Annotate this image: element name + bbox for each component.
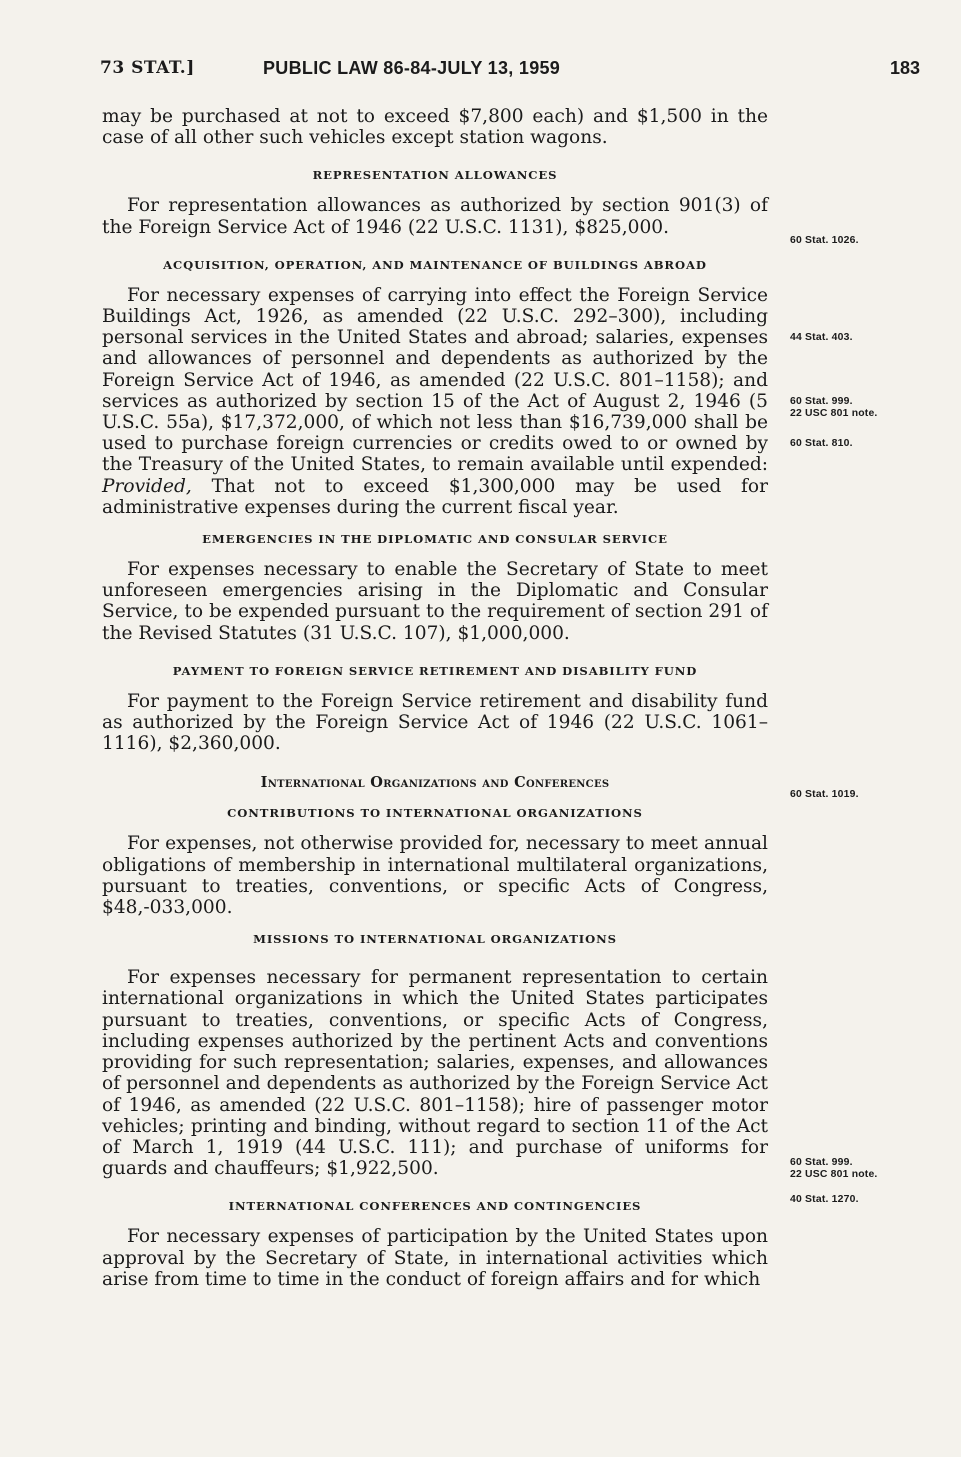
margin-note: 60 Stat. 1026.: [790, 235, 859, 246]
section-heading-retirement: PAYMENT TO FOREIGN SERVICE RETIREMENT AND DISABILITY FUND: [172, 663, 698, 678]
margin-note: 44 Stat. 403.: [790, 332, 853, 343]
paragraph-emergencies: For expenses necessary to enable the Secretary of State to meet unforeseen emergencies arising in the Diplomatic and Consular Service, to be expended pursuant to the requirement of section 291 of the Revised Statutes (31 U.S.C. 107), $1,000,000.: [102, 559, 768, 644]
section-heading-missions: MISSIONS TO INTERNATIONAL ORGANIZATIONS: [253, 932, 617, 947]
section-heading-conferences: INTERNATIONAL CONFERENCES AND CONTINGENCIES: [228, 1199, 642, 1214]
margin-note: 40 Stat. 1270.: [790, 1194, 859, 1205]
buildings-text-main: For necessary expenses of carrying into effect the Foreign Service Buildings Act, 1926, as amended (22 U.S.C. 292–300), including personal services in the United States and abroad; salaries, expenses and allowances of personnel and dependents as authorized by the Foreign Service Act of 1946, as amended (22 U.S.C. 801–1158); and services as authorized by section 15 of the Act of August 2, 1946 (5 U.S.C. 55a), $17,372,000, of which not less than $16,739,000 shall be used to purchase foreign currencies or credits owed to or owned by the Treasury of the United States, to remain available until expended:: [102, 284, 768, 476]
intro-paragraph: may be purchased at not to exceed $7,800 each) and $1,500 in the case of all other such vehicles except station wagons.: [102, 106, 768, 149]
margin-note-line: 22 USC 801 note.: [790, 407, 878, 419]
paragraph-contributions: For expenses, not otherwise provided for, necessary to meet annual obligations of membership in international multilateral organizations, pursuant to treaties, conventions, or specific Acts of Congress, $48,-033,000.: [102, 833, 768, 919]
page-header: [100, 58, 920, 82]
section-heading-representation: REPRESENTATION ALLOWANCES: [312, 168, 558, 183]
margin-note: [790, 1157, 878, 1180]
statute-volume: 73 STAT.]: [100, 58, 195, 78]
margin-note: 60 Stat. 810.: [790, 438, 853, 449]
buildings-text-proviso: That not to exceed $1,300,000 may be used for administrative expenses during the current fiscal year.: [102, 475, 768, 518]
margin-note-line: 60 Stat. 999.: [790, 396, 853, 407]
paragraph-retirement: For payment to the Foreign Service retirement and disability fund as authorized by the Foreign Service Act of 1946 (22 U.S.C. 1061–1116), $2,360,000.: [102, 690, 768, 755]
paragraph-representation: For representation allowances as authorized by section 901(3) of the Foreign Service Act of 1946 (22 U.S.C. 1131), $825,000.: [102, 195, 768, 238]
margin-note: 60 Stat. 1019.: [790, 789, 859, 800]
margin-note-line: 22 USC 801 note.: [790, 1168, 878, 1180]
margin-note: [790, 396, 878, 419]
margin-note-line: 60 Stat. 999.: [790, 1157, 853, 1168]
section-heading-emergencies: EMERGENCIES IN THE DIPLOMATIC AND CONSULAR SERVICE: [202, 532, 668, 547]
page-number: 183: [889, 58, 920, 78]
paragraph-buildings: [102, 285, 768, 518]
section-heading-contributions: CONTRIBUTIONS TO INTERNATIONAL ORGANIZATIONS: [227, 806, 643, 821]
running-title: PUBLIC LAW 86-84-JULY 13, 1959: [263, 58, 561, 78]
body-text: [102, 106, 768, 1290]
major-heading-text: International Organizations and Conferences: [260, 774, 610, 792]
provided-italic: Provided,: [102, 475, 192, 497]
paragraph-conferences: For necessary expenses of participation by the United States upon approval by the Secretary of State, in international activities which arise from time to time in the conduct of foreign affairs and for which: [102, 1226, 768, 1290]
section-heading-buildings: ACQUISITION, OPERATION, AND MAINTENANCE OF BUILDINGS ABROAD: [163, 257, 707, 272]
paragraph-missions: For expenses necessary for permanent representation to certain international organizations in which the United States participates pursuant to treaties, conventions, or specific Acts of Congress, including expenses authorized by the pertinent Acts and conventions providing for such representation; salaries, expenses, and allowances of personnel and dependents as authorized by the Foreign Service Act of 1946, as amended (22 U.S.C. 801–1158); hire of passenger motor vehicles; printing and binding, without regard to section 11 of the Act of March 1, 1919 (44 U.S.C. 111); and purchase of uniforms for guards and chauffeurs; $1,922,500.: [102, 967, 768, 1180]
major-heading-international: [102, 774, 768, 792]
